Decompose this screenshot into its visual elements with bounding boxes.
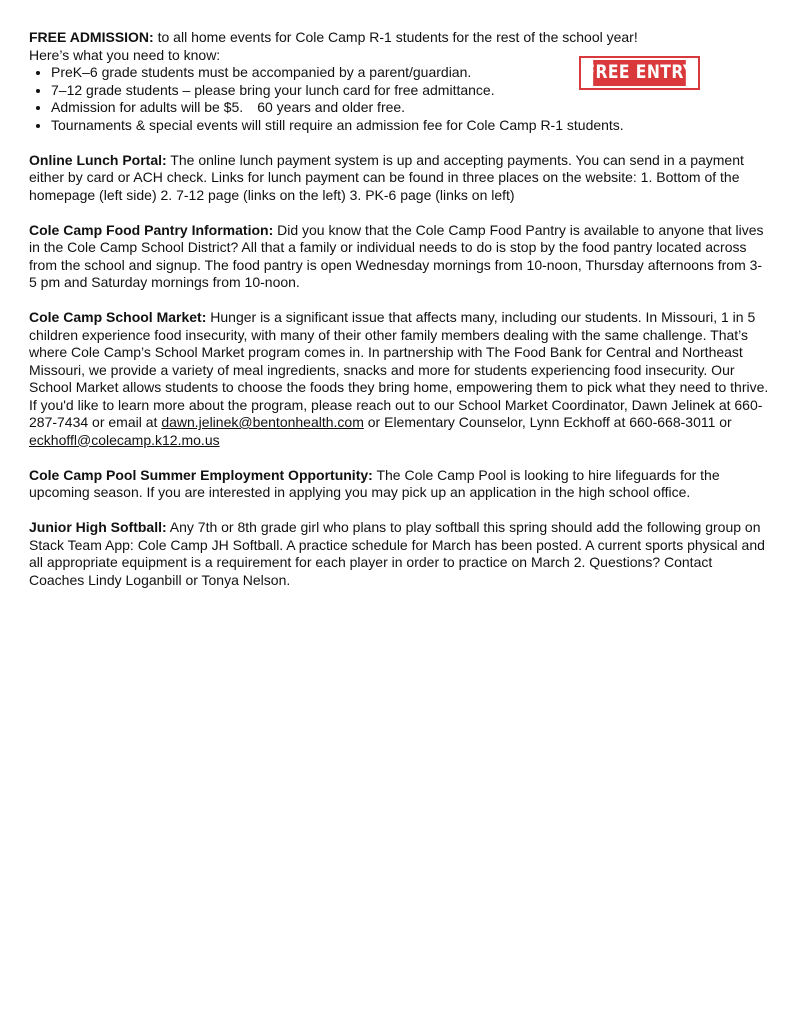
list-item: • PreK–6 grade students must be accompanied by a parent/guardian. — [51, 64, 769, 82]
food-pantry-heading: Cole Camp Food Pantry Information: — [29, 221, 274, 238]
softball-paragraph: Junior High Softball: Any 7th or 8th grade girl who plans to play softball this spring should add the following group on Stack Team App: Cole Camp JH Softball. A practice schedule for March has been posted. A current sports physical and all appropriate equipment is a requirement for each player in order to practice on March 2. Questions? Contact Coaches Lindy Loganbill or Tonya Nelson. — [29, 519, 765, 588]
pool-employment-heading: Cole Camp Pool Summer Employment Opportunity: — [29, 466, 373, 483]
list-item: • Admission for adults will be $5. 60 years and older free. — [51, 99, 769, 117]
school-market-paragraph: Cole Camp School Market: Hunger is a significant issue that affects many, including our students. In Missouri, 1 in 5 children experience food insecurity, with many of their other family members dealing with the same challenge. That’s where Cole Camp’s School Market program comes in. In partnership with The Food Bank for Central and Northeast Missouri, we provide a variety of meal ingredients, snacks and more for students experiencing food insecurity. Our School Market allows students to choose the foods they bring home, empowering them to pick what they need to thrive. If you'd like to learn more about the program, please reach out to our School Market Coordinator, Dawn Jelinek at 660-287-7434 or email at dawn.jelinek@bentonhealth.com or Elementary Counselor, Lynn Eckhoff at 660-668-3011 or eckhoffl@colecamp.k12.mo.us — [29, 309, 769, 448]
free-entry-stamp-text: FREE ENTRY — [593, 60, 686, 86]
free-admission-intro — [29, 29, 769, 47]
email-link-dawn-jelinek[interactable]: dawn.jelinek@bentonhealth.com — [161, 414, 364, 430]
softball-heading: Junior High Softball: — [29, 519, 167, 535]
school-market-section — [29, 309, 769, 449]
softball-section — [29, 519, 769, 589]
lunch-portal-heading: Online Lunch Portal: — [29, 151, 167, 168]
free-admission-intro-text: to all home events for Cole Camp R-1 students for the rest of the school year! — [153, 29, 638, 45]
seniors-free-note: 60 years and older free. — [257, 99, 406, 115]
list-item: • Tournaments & special events will still require an admission fee for Cole Camp R-1 students. — [51, 117, 769, 135]
food-pantry-section — [29, 222, 769, 292]
lunch-portal-paragraph: Online Lunch Portal: The online lunch payment system is up and accepting payments. You can send in a payment either by card or ACH check. Links for lunch payment can be found in three places on the website: 1. Bottom of the homepage (left side) 2. 7-12 page (links on the left) 3. PK-6 page (links on left) — [29, 151, 744, 203]
pool-employment-paragraph: Cole Camp Pool Summer Employment Opportunity: The Cole Camp Pool is looking to hire lifeguards for the upcoming season. If you are interested in applying you may pick up an application in the high school office. — [29, 466, 720, 500]
pool-employment-section — [29, 467, 769, 502]
email-link-lynn-eckhoff[interactable]: eckhoffl@colecamp.k12.mo.us — [29, 431, 220, 448]
lunch-portal-section — [29, 152, 769, 205]
free-admission-section — [29, 29, 769, 134]
school-market-heading: Cole Camp School Market: — [29, 309, 207, 325]
free-admission-lead: Here’s what you need to know: — [29, 46, 221, 63]
food-pantry-paragraph: Cole Camp Food Pantry Information: Did you know that the Cole Camp Food Pantry is available to anyone that lives in the Cole Camp School District? All that a family or individual needs to do is stop by the food pantry located across from the school and signup. The food pantry is open Wednesday mornings from 10-noon, Thursday afternoons from 3-5 pm and Saturday mornings from 10-noon. — [29, 221, 764, 290]
free-admission-list — [29, 64, 769, 134]
list-item: • 7–12 grade students – please bring your lunch card for free admittance. — [51, 82, 769, 100]
announcements — [29, 29, 769, 589]
free-admission-heading: FREE ADMISSION: — [29, 29, 154, 45]
